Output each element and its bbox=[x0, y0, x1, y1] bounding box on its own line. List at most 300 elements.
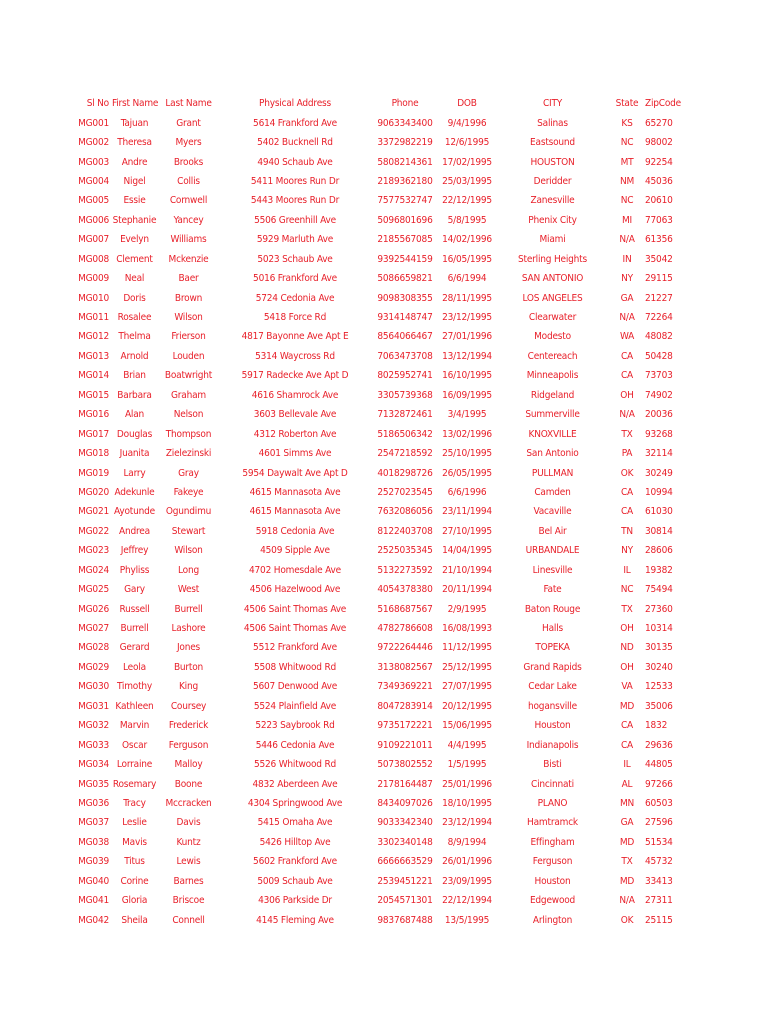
cell-zipcode: 74902 bbox=[645, 389, 673, 401]
cell-zipcode: 20036 bbox=[645, 409, 673, 421]
table-row bbox=[0, 755, 768, 774]
table-row bbox=[0, 716, 768, 735]
cell-physical-address: 5607 Denwood Ave bbox=[252, 681, 338, 693]
cell-dob: 16/08/1993 bbox=[442, 623, 492, 635]
cell-phone: 8025952741 bbox=[377, 370, 433, 382]
cell-city: Ferguson bbox=[532, 856, 573, 868]
cell-zipcode: 29636 bbox=[645, 739, 673, 751]
cell-sl-no: MG039 bbox=[78, 856, 109, 868]
cell-first-name: Rosemary bbox=[112, 778, 157, 790]
cell-state: MD bbox=[619, 836, 635, 848]
table-row bbox=[0, 697, 768, 716]
table-row bbox=[0, 113, 768, 132]
cell-phone: 4018298726 bbox=[377, 467, 433, 479]
cell-city: Effingham bbox=[530, 836, 575, 848]
cell-city: Vacaville bbox=[533, 506, 572, 518]
cell-sl-no: MG009 bbox=[78, 273, 109, 285]
cell-dob: 28/11/1995 bbox=[442, 292, 492, 304]
cell-physical-address: 4615 Mannasota Ave bbox=[249, 506, 341, 518]
cell-dob: 21/10/1994 bbox=[442, 564, 492, 576]
cell-phone: 9735172221 bbox=[377, 720, 433, 732]
cell-zipcode: 20610 bbox=[645, 195, 673, 207]
cell-city: Halls bbox=[542, 623, 563, 635]
cell-first-name: Sheila bbox=[121, 914, 148, 926]
cell-city: Cincinnati bbox=[531, 778, 574, 790]
cell-dob: 23/12/1995 bbox=[442, 312, 492, 324]
cell-city: Hamtramck bbox=[527, 817, 578, 829]
cell-sl-no: MG007 bbox=[78, 234, 109, 246]
cell-state: NC bbox=[620, 195, 634, 207]
column-header-zipcode: ZipCode bbox=[645, 98, 682, 110]
cell-dob: 25/10/1995 bbox=[442, 448, 492, 460]
cell-sl-no: MG032 bbox=[78, 720, 109, 732]
column-header-sl-no: Sl No bbox=[86, 98, 109, 110]
cell-phone: 2189362180 bbox=[377, 175, 433, 187]
table-row bbox=[0, 619, 768, 638]
table-row bbox=[0, 386, 768, 405]
cell-city: hogansville bbox=[528, 700, 577, 712]
cell-state: AL bbox=[621, 778, 633, 790]
records-table bbox=[0, 94, 768, 930]
cell-zipcode: 93268 bbox=[645, 428, 673, 440]
cell-dob: 22/12/1995 bbox=[442, 195, 492, 207]
cell-last-name: Wilson bbox=[174, 545, 203, 557]
cell-zipcode: 51534 bbox=[645, 836, 673, 848]
column-header-phone: Phone bbox=[391, 98, 419, 110]
cell-sl-no: MG033 bbox=[78, 739, 109, 751]
cell-last-name: Stewart bbox=[171, 525, 206, 537]
cell-last-name: Jones bbox=[176, 642, 201, 654]
table-row bbox=[0, 444, 768, 463]
cell-state: TX bbox=[621, 856, 633, 868]
cell-dob: 20/12/1995 bbox=[442, 700, 492, 712]
cell-zipcode: 48082 bbox=[645, 331, 673, 343]
table-row bbox=[0, 405, 768, 424]
cell-physical-address: 5954 Daywalt Ave Apt D bbox=[242, 467, 348, 479]
cell-physical-address: 5512 Frankford Ave bbox=[253, 642, 337, 654]
cell-sl-no: MG035 bbox=[78, 778, 109, 790]
cell-city: Modesto bbox=[534, 331, 571, 343]
cell-zipcode: 75494 bbox=[645, 584, 673, 596]
cell-sl-no: MG012 bbox=[78, 331, 109, 343]
cell-last-name: Briscoe bbox=[172, 895, 205, 907]
cell-sl-no: MG022 bbox=[78, 525, 109, 537]
cell-state: NY bbox=[621, 545, 633, 557]
cell-last-name: Long bbox=[178, 564, 199, 576]
cell-sl-no: MG016 bbox=[78, 409, 109, 421]
cell-dob: 16/05/1995 bbox=[442, 253, 492, 265]
cell-zipcode: 30135 bbox=[645, 642, 673, 654]
table-row bbox=[0, 211, 768, 230]
cell-sl-no: MG041 bbox=[78, 895, 109, 907]
cell-phone: 8434097026 bbox=[377, 797, 433, 809]
cell-last-name: Fakeye bbox=[173, 486, 204, 498]
cell-sl-no: MG023 bbox=[78, 545, 109, 557]
cell-state: CA bbox=[620, 350, 634, 362]
cell-last-name: Frierson bbox=[171, 331, 206, 343]
cell-zipcode: 92254 bbox=[645, 156, 673, 168]
cell-first-name: Neal bbox=[124, 273, 145, 285]
cell-sl-no: MG014 bbox=[78, 370, 109, 382]
cell-first-name: Doris bbox=[123, 292, 146, 304]
cell-phone: 2525035345 bbox=[377, 545, 433, 557]
cell-physical-address: 5314 Waycross Rd bbox=[255, 350, 335, 362]
cell-city: Zanesville bbox=[530, 195, 575, 207]
cell-phone: 4782786608 bbox=[377, 623, 433, 635]
cell-city: Bel Air bbox=[538, 525, 567, 537]
cell-sl-no: MG036 bbox=[78, 797, 109, 809]
table-row bbox=[0, 308, 768, 327]
column-header-last-name: Last Name bbox=[165, 98, 212, 110]
cell-state: N/A bbox=[619, 409, 635, 421]
cell-last-name: Ferguson bbox=[168, 739, 209, 751]
cell-dob: 20/11/1994 bbox=[442, 584, 492, 596]
table-row bbox=[0, 463, 768, 482]
cell-physical-address: 5023 Schaub Ave bbox=[257, 253, 333, 265]
cell-phone: 9109221011 bbox=[377, 739, 433, 751]
cell-city: HOUSTON bbox=[530, 156, 575, 168]
table-row bbox=[0, 872, 768, 891]
cell-dob: 27/01/1996 bbox=[442, 331, 492, 343]
cell-state: MN bbox=[619, 797, 635, 809]
table-row bbox=[0, 638, 768, 657]
cell-phone: 5132273592 bbox=[377, 564, 433, 576]
cell-last-name: West bbox=[177, 584, 200, 596]
cell-state: ND bbox=[620, 642, 634, 654]
cell-city: PULLMAN bbox=[531, 467, 574, 479]
cell-last-name: Lewis bbox=[176, 856, 201, 868]
cell-last-name: Baer bbox=[178, 273, 199, 285]
cell-sl-no: MG005 bbox=[78, 195, 109, 207]
cell-sl-no: MG020 bbox=[78, 486, 109, 498]
cell-phone: 7349369221 bbox=[377, 681, 433, 693]
cell-phone: 5073802552 bbox=[377, 759, 433, 771]
cell-city: Miami bbox=[539, 234, 566, 246]
cell-state: MD bbox=[619, 875, 635, 887]
cell-dob: 4/4/1995 bbox=[447, 739, 487, 751]
cell-first-name: Timothy bbox=[116, 681, 153, 693]
cell-state: OH bbox=[620, 389, 634, 401]
cell-first-name: Arnold bbox=[120, 350, 149, 362]
cell-physical-address: 4304 Springwood Ave bbox=[247, 797, 343, 809]
cell-last-name: Zielezinski bbox=[165, 448, 212, 460]
cell-zipcode: 30240 bbox=[645, 661, 673, 673]
cell-last-name: Gray bbox=[178, 467, 199, 479]
cell-zipcode: 25115 bbox=[645, 914, 673, 926]
cell-city: KNOXVILLE bbox=[528, 428, 577, 440]
cell-sl-no: MG018 bbox=[78, 448, 109, 460]
cell-state: GA bbox=[620, 817, 634, 829]
table-row bbox=[0, 133, 768, 152]
cell-state: N/A bbox=[619, 895, 635, 907]
cell-physical-address: 4702 Homesdale Ave bbox=[249, 564, 341, 576]
cell-dob: 26/01/1996 bbox=[442, 856, 492, 868]
cell-sl-no: MG038 bbox=[78, 836, 109, 848]
table-row bbox=[0, 191, 768, 210]
table-row bbox=[0, 250, 768, 269]
cell-dob: 22/12/1994 bbox=[442, 895, 492, 907]
cell-dob: 8/9/1994 bbox=[447, 836, 487, 848]
cell-sl-no: MG030 bbox=[78, 681, 109, 693]
cell-city: URBANDALE bbox=[525, 545, 580, 557]
cell-zipcode: 12533 bbox=[645, 681, 673, 693]
cell-state: MD bbox=[619, 700, 635, 712]
table-row bbox=[0, 658, 768, 677]
cell-last-name: Mckenzie bbox=[168, 253, 209, 265]
cell-city: Grand Rapids bbox=[523, 661, 582, 673]
cell-city: San Antonio bbox=[526, 448, 579, 460]
column-header-first-name: First Name bbox=[112, 98, 159, 110]
cell-first-name: Douglas bbox=[116, 428, 153, 440]
cell-first-name: Jeffrey bbox=[120, 545, 149, 557]
cell-sl-no: MG042 bbox=[78, 914, 109, 926]
cell-phone: 9033342340 bbox=[377, 817, 433, 829]
cell-phone: 9722264446 bbox=[377, 642, 433, 654]
cell-phone: 2539451221 bbox=[377, 875, 433, 887]
cell-sl-no: MG040 bbox=[78, 875, 109, 887]
cell-phone: 4054378380 bbox=[377, 584, 433, 596]
cell-phone: 8047283914 bbox=[377, 700, 433, 712]
table-body bbox=[0, 113, 768, 929]
cell-physical-address: 4616 Shamrock Ave bbox=[251, 389, 339, 401]
table-row bbox=[0, 502, 768, 521]
cell-phone: 7132872461 bbox=[377, 409, 433, 421]
table-row bbox=[0, 891, 768, 910]
cell-phone: 9392544159 bbox=[377, 253, 433, 265]
cell-zipcode: 77063 bbox=[645, 214, 673, 226]
cell-last-name: Louden bbox=[172, 350, 205, 362]
cell-state: NY bbox=[621, 273, 633, 285]
cell-physical-address: 5402 Bucknell Rd bbox=[257, 137, 333, 149]
cell-physical-address: 4817 Bayonne Ave Apt E bbox=[241, 331, 349, 343]
cell-last-name: Lashore bbox=[171, 623, 206, 635]
cell-city: Camden bbox=[534, 486, 571, 498]
cell-dob: 12/6/1995 bbox=[444, 137, 490, 149]
cell-state: PA bbox=[621, 448, 633, 460]
cell-first-name: Russell bbox=[119, 603, 150, 615]
cell-state: MT bbox=[620, 156, 634, 168]
cell-sl-no: MG019 bbox=[78, 467, 109, 479]
cell-last-name: Cornwell bbox=[169, 195, 208, 207]
cell-zipcode: 60503 bbox=[645, 797, 673, 809]
cell-phone: 7577532747 bbox=[377, 195, 433, 207]
cell-state: WA bbox=[619, 331, 635, 343]
cell-last-name: King bbox=[178, 681, 198, 693]
cell-physical-address: 3603 Bellevale Ave bbox=[253, 409, 337, 421]
cell-sl-no: MG013 bbox=[78, 350, 109, 362]
cell-physical-address: 5614 Frankford Ave bbox=[253, 117, 337, 129]
table-row bbox=[0, 561, 768, 580]
cell-first-name: Marvin bbox=[119, 720, 150, 732]
cell-city: Eastsound bbox=[530, 137, 575, 149]
cell-physical-address: 5524 Plainfield Ave bbox=[253, 700, 337, 712]
cell-dob: 3/4/1995 bbox=[447, 409, 487, 421]
cell-last-name: Ogundimu bbox=[165, 506, 212, 518]
cell-city: LOS ANGELES bbox=[522, 292, 583, 304]
cell-city: Edgewood bbox=[529, 895, 576, 907]
cell-phone: 9314148747 bbox=[377, 312, 433, 324]
cell-dob: 15/06/1995 bbox=[442, 720, 492, 732]
cell-state: CA bbox=[620, 739, 634, 751]
cell-zipcode: 50428 bbox=[645, 350, 673, 362]
cell-first-name: Essie bbox=[123, 195, 146, 207]
cell-dob: 5/8/1995 bbox=[447, 214, 487, 226]
cell-city: Minneapolis bbox=[526, 370, 579, 382]
table-viewport bbox=[0, 94, 768, 926]
cell-last-name: Boatwright bbox=[164, 370, 213, 382]
cell-physical-address: 4506 Saint Thomas Ave bbox=[243, 623, 347, 635]
cell-city: Phenix City bbox=[528, 214, 577, 226]
cell-sl-no: MG037 bbox=[78, 817, 109, 829]
cell-city: Summerville bbox=[525, 409, 580, 421]
cell-physical-address: 4306 Parkside Dr bbox=[258, 895, 332, 907]
cell-city: Ridgeland bbox=[530, 389, 575, 401]
cell-physical-address: 5602 Frankford Ave bbox=[253, 856, 337, 868]
cell-state: CA bbox=[620, 486, 634, 498]
column-header-city: CITY bbox=[542, 98, 563, 110]
cell-phone: 5186506342 bbox=[377, 428, 433, 440]
cell-zipcode: 73703 bbox=[645, 370, 673, 382]
cell-state: TX bbox=[621, 603, 633, 615]
cell-city: Deridder bbox=[533, 175, 572, 187]
cell-phone: 3372982219 bbox=[377, 137, 433, 149]
cell-city: Sterling Heights bbox=[518, 253, 587, 265]
cell-city: Houston bbox=[534, 720, 571, 732]
cell-phone: 2178164487 bbox=[377, 778, 433, 790]
cell-state: IN bbox=[622, 253, 632, 265]
cell-dob: 17/02/1995 bbox=[442, 156, 492, 168]
cell-sl-no: MG024 bbox=[78, 564, 109, 576]
cell-state: TX bbox=[621, 428, 633, 440]
cell-last-name: Boone bbox=[174, 778, 203, 790]
cell-physical-address: 5918 Cedonia Ave bbox=[255, 525, 335, 537]
cell-dob: 23/09/1995 bbox=[442, 875, 492, 887]
cell-physical-address: 5411 Moores Run Dr bbox=[250, 175, 340, 187]
cell-first-name: Stephanie bbox=[112, 214, 157, 226]
cell-first-name: Nigel bbox=[123, 175, 146, 187]
cell-physical-address: 5443 Moores Run Dr bbox=[250, 195, 340, 207]
cell-state: NC bbox=[620, 584, 634, 596]
cell-zipcode: 45732 bbox=[645, 856, 673, 868]
cell-first-name: Lorraine bbox=[116, 759, 153, 771]
cell-physical-address: 5929 Marluth Ave bbox=[256, 234, 334, 246]
cell-sl-no: MG002 bbox=[78, 137, 109, 149]
table-row bbox=[0, 347, 768, 366]
cell-city: Fate bbox=[543, 584, 562, 596]
cell-last-name: Collis bbox=[177, 175, 200, 187]
cell-physical-address: 5418 Force Rd bbox=[263, 312, 327, 324]
cell-city: Houston bbox=[534, 875, 571, 887]
cell-dob: 16/10/1995 bbox=[442, 370, 492, 382]
cell-last-name: Burrell bbox=[174, 603, 203, 615]
cell-physical-address: 4615 Mannasota Ave bbox=[249, 486, 341, 498]
cell-phone: 8564066467 bbox=[377, 331, 433, 343]
cell-dob: 13/12/1994 bbox=[442, 350, 492, 362]
cell-state: KS bbox=[621, 117, 633, 129]
cell-dob: 26/05/1995 bbox=[442, 467, 492, 479]
cell-dob: 13/02/1996 bbox=[442, 428, 492, 440]
cell-zipcode: 72264 bbox=[645, 312, 673, 324]
cell-physical-address: 4832 Aberdeen Ave bbox=[252, 778, 338, 790]
table-row bbox=[0, 483, 768, 502]
table-row bbox=[0, 794, 768, 813]
cell-city: Salinas bbox=[537, 117, 568, 129]
cell-state: OH bbox=[620, 661, 634, 673]
cell-sl-no: MG008 bbox=[78, 253, 109, 265]
cell-sl-no: MG025 bbox=[78, 584, 109, 596]
cell-phone: 7063473708 bbox=[377, 350, 433, 362]
cell-state: N/A bbox=[619, 234, 635, 246]
cell-state: NM bbox=[619, 175, 635, 187]
cell-zipcode: 97266 bbox=[645, 778, 673, 790]
cell-zipcode: 61030 bbox=[645, 506, 673, 518]
cell-zipcode: 33413 bbox=[645, 875, 673, 887]
cell-sl-no: MG011 bbox=[78, 312, 109, 324]
cell-physical-address: 5446 Cedonia Ave bbox=[255, 739, 335, 751]
cell-first-name: Brian bbox=[123, 370, 146, 382]
cell-physical-address: 5016 Frankford Ave bbox=[253, 273, 337, 285]
cell-dob: 2/9/1995 bbox=[447, 603, 487, 615]
cell-last-name: Malloy bbox=[174, 759, 203, 771]
cell-last-name: Myers bbox=[175, 137, 202, 149]
cell-state: NC bbox=[620, 137, 634, 149]
table-row bbox=[0, 327, 768, 346]
table-row bbox=[0, 677, 768, 696]
cell-physical-address: 5426 Hilltop Ave bbox=[259, 836, 331, 848]
cell-first-name: Thelma bbox=[118, 331, 151, 343]
table-row bbox=[0, 541, 768, 560]
cell-sl-no: MG001 bbox=[78, 117, 109, 129]
cell-zipcode: 61356 bbox=[645, 234, 673, 246]
cell-physical-address: 5917 Radecke Ave Apt D bbox=[241, 370, 349, 382]
cell-first-name: Rosalee bbox=[117, 312, 152, 324]
table-row bbox=[0, 230, 768, 249]
cell-phone: 3302340148 bbox=[377, 836, 433, 848]
cell-dob: 16/09/1995 bbox=[442, 389, 492, 401]
cell-sl-no: MG017 bbox=[78, 428, 109, 440]
cell-physical-address: 4506 Hazelwood Ave bbox=[249, 584, 341, 596]
cell-phone: 2185567085 bbox=[377, 234, 433, 246]
cell-dob: 9/4/1996 bbox=[447, 117, 487, 129]
table-row bbox=[0, 152, 768, 171]
table-row bbox=[0, 172, 768, 191]
cell-last-name: Nelson bbox=[173, 409, 204, 421]
cell-city: Linesville bbox=[532, 564, 573, 576]
cell-dob: 1/5/1995 bbox=[447, 759, 487, 771]
cell-last-name: Mccracken bbox=[165, 797, 212, 809]
cell-city: TOPEKA bbox=[535, 642, 570, 654]
cell-zipcode: 45036 bbox=[645, 175, 673, 187]
cell-state: OK bbox=[620, 467, 634, 479]
table-row bbox=[0, 735, 768, 754]
cell-city: Baton Rouge bbox=[524, 603, 581, 615]
cell-zipcode: 27360 bbox=[645, 603, 673, 615]
cell-sl-no: MG031 bbox=[78, 700, 109, 712]
table-row bbox=[0, 813, 768, 832]
cell-first-name: Larry bbox=[123, 467, 146, 479]
cell-dob: 23/11/1994 bbox=[442, 506, 492, 518]
cell-last-name: Yancey bbox=[173, 214, 204, 226]
column-header-state: State bbox=[615, 98, 639, 110]
cell-dob: 25/12/1995 bbox=[442, 661, 492, 673]
cell-sl-no: MG006 bbox=[78, 214, 109, 226]
cell-first-name: Leslie bbox=[122, 817, 147, 829]
cell-dob: 14/02/1996 bbox=[442, 234, 492, 246]
cell-city: Centereach bbox=[527, 350, 578, 362]
cell-state: OK bbox=[620, 914, 634, 926]
cell-zipcode: 98002 bbox=[645, 137, 673, 149]
cell-dob: 23/12/1994 bbox=[442, 817, 492, 829]
